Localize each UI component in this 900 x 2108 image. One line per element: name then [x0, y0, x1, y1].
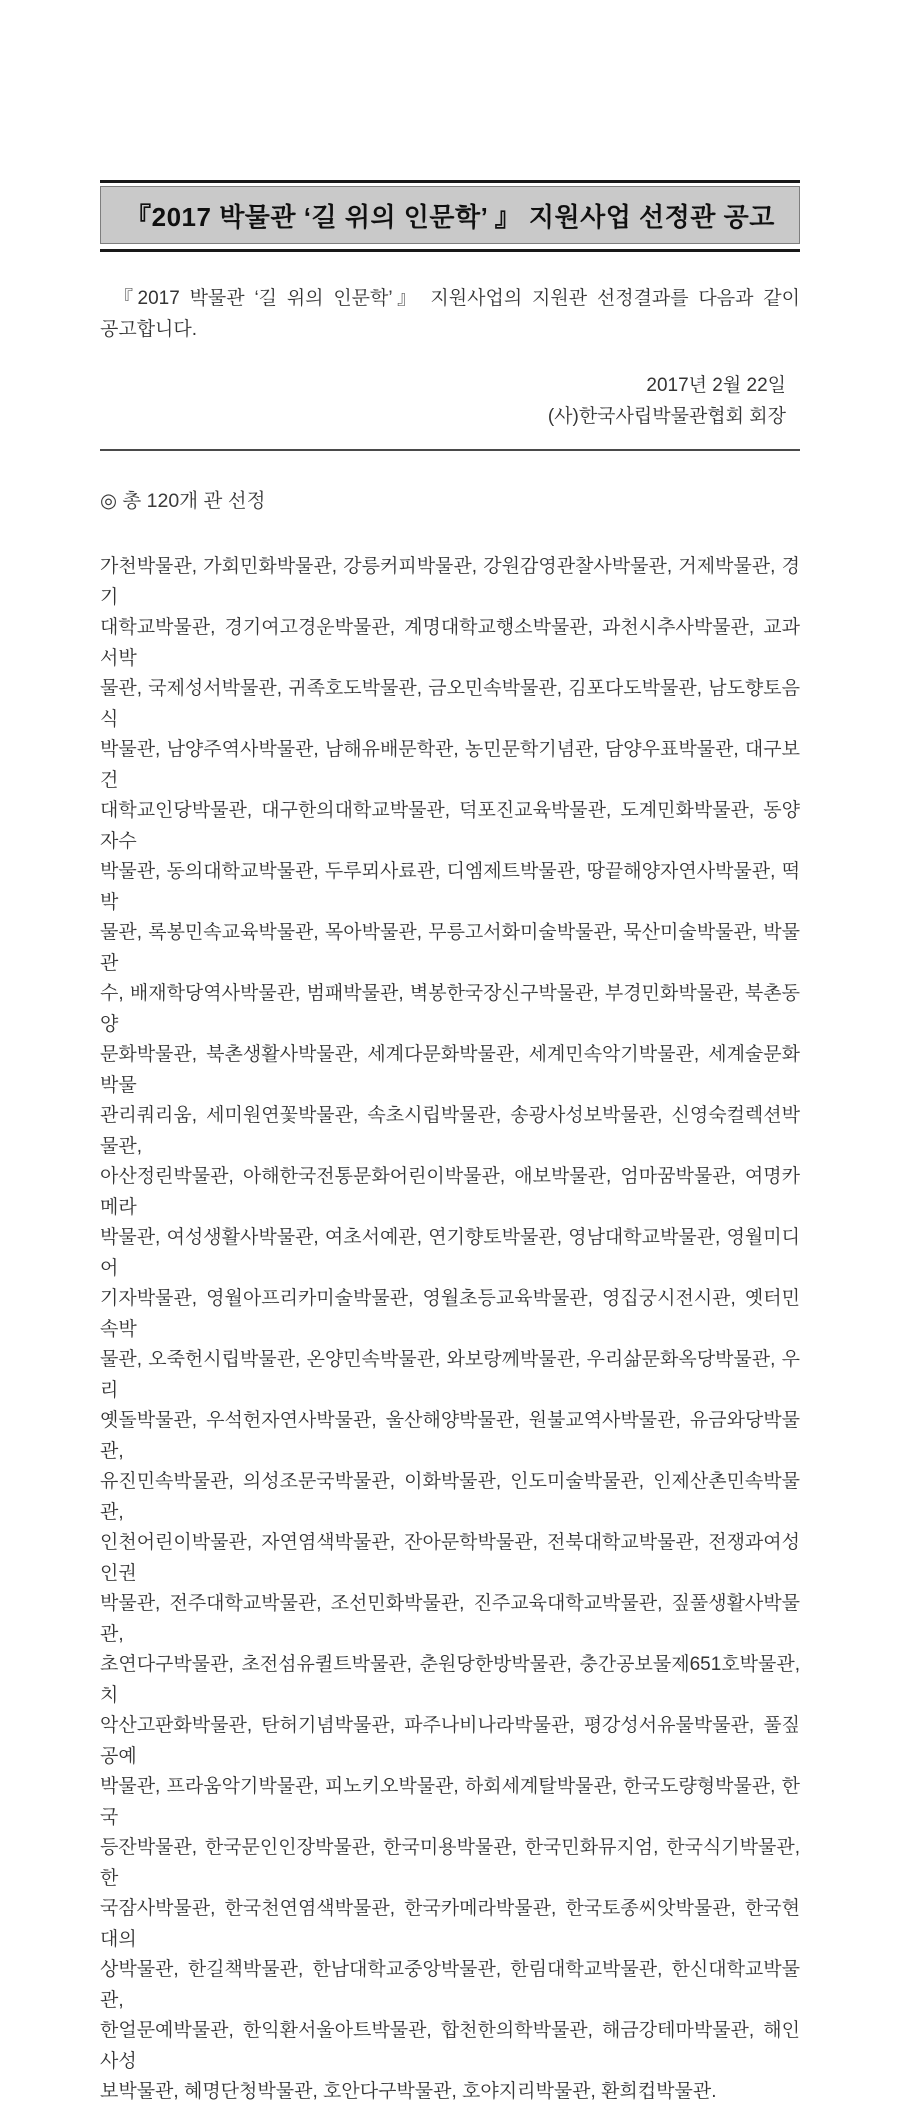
list-line: 기자박물관, 영월아프리카미술박물관, 영월초등교육박물관, 영집궁시전시관, 옛터민속박: [100, 1288, 800, 1340]
divider-rule: [100, 449, 800, 451]
list-line: 한얼문예박물관, 한익환서울아트박물관, 합천한의학박물관, 해금강테마박물관, 해인사성: [100, 2020, 800, 2072]
list-line: 박물관, 동의대학교박물관, 두루뫼사료관, 디엠제트박물관, 땅끝해양자연사박물관, 떡박: [100, 861, 800, 913]
list-line: 초연다구박물관, 초전섬유퀼트박물관, 춘원당한방박물관, 충간공보물제651호박물관, 치: [100, 1654, 800, 1706]
signature: (사)한국사립박물관협회 회장: [547, 406, 786, 427]
list-line: 유진민속박물관, 의성조문국박물관, 이화박물관, 인도미술박물관, 인제산촌민속박물관,: [100, 1471, 800, 1523]
list-line: 등잔박물관, 한국문인인장박물관, 한국미용박물관, 한국민화뮤지엄, 한국식기박물관, 한: [100, 1837, 800, 1889]
list-line: 문화박물관, 북촌생활사박물관, 세계다문화박물관, 세계민속악기박물관, 세계술문화박물: [100, 1044, 800, 1096]
total-count-heading: ◎ 총 120개 관 선정: [100, 490, 266, 512]
list-line: 물관, 국제성서박물관, 귀족호도박물관, 금오민속박물관, 김포다도박물관, 남도향토음식: [100, 678, 800, 730]
list-line: 대학교인당박물관, 대구한의대학교박물관, 덕포진교육박물관, 도계민화박물관, 동양자수: [100, 800, 800, 852]
list-line: 옛돌박물관, 우석헌자연사박물관, 울산해양박물관, 원불교역사박물관, 유금와당박물관,: [100, 1410, 800, 1462]
list-line: 대학교박물관, 경기여고경운박물관, 계명대학교행소박물관, 과천시추사박물관, 교과서박: [100, 617, 800, 669]
museum-list: [100, 552, 800, 2108]
list-line: 인천어린이박물관, 자연염색박물관, 잔아문학박물관, 전북대학교박물관, 전쟁과여성인권: [100, 1532, 800, 1584]
list-line: 보박물관, 혜명단청박물관, 호안다구박물관, 호야지리박물관, 환희컵박물관.: [100, 2081, 717, 2102]
notice-title: 『2017 박물관 ‘길 위의 인문학’ 』 지원사업 선정관 공고: [100, 186, 800, 244]
list-line: 박물관, 프라움악기박물관, 피노키오박물관, 하회세계탈박물관, 한국도량형박물관, 한국: [100, 1776, 800, 1828]
list-line: 수, 배재학당역사박물관, 범패박물관, 벽봉한국장신구박물관, 부경민화박물관, 북촌동양: [100, 983, 800, 1035]
list-line: 박물관, 전주대학교박물관, 조선민화박물관, 진주교육대학교박물관, 짚풀생활사박물관,: [100, 1593, 800, 1645]
list-line: 관리쿼리움, 세미원연꽃박물관, 속초시립박물관, 송광사성보박물관, 신영숙컬렉션박물관,: [100, 1105, 800, 1157]
list-line: 박물관, 여성생활사박물관, 여초서예관, 연기향토박물관, 영남대학교박물관, 영월미디어: [100, 1227, 800, 1279]
notice-content: [100, 180, 800, 2108]
document-page: [0, 180, 900, 2102]
list-line: 물관, 오죽헌시립박물관, 온양민속박물관, 와보랑께박물관, 우리삶문화옥당박물관, 우리: [100, 1349, 800, 1401]
list-line: 아산정린박물관, 아해한국전통문화어린이박물관, 애보박물관, 엄마꿈박물관, 여명카메라: [100, 1166, 800, 1218]
intro-line-1: 『2017 박물관 ‘길 위의 인문학’』 지원사업의 지원관 선정결과를 다음과 같이: [114, 288, 800, 309]
list-line: 상박물관, 한길책박물관, 한남대학교중앙박물관, 한림대학교박물관, 한신대학교박물관,: [100, 1959, 800, 2011]
list-line: 가천박물관, 가회민화박물관, 강릉커피박물관, 강원감영관찰사박물관, 거제박물관, 경기: [100, 556, 800, 608]
intro-line-2: 공고합니다.: [100, 319, 198, 340]
list-line: 악산고판화박물관, 탄허기념박물관, 파주나비나라박물관, 평강성서유물박물관, 풀짚공예: [100, 1715, 800, 1767]
announcement-date: 2017년 2월 22일: [646, 375, 786, 396]
intro-paragraph: [100, 283, 800, 345]
list-line: 국잠사박물관, 한국천연염색박물관, 한국카메라박물관, 한국토종씨앗박물관, 한국현대의: [100, 1898, 800, 1950]
list-line: 물관, 록봉민속교육박물관, 목아박물관, 무릉고서화미술박물관, 묵산미술박물관, 박물관: [100, 922, 800, 974]
list-line: 박물관, 남양주역사박물관, 남해유배문학관, 농민문학기념관, 담양우표박물관, 대구보건: [100, 739, 800, 791]
date-signature-block: [100, 370, 800, 432]
notice-title-banner: [100, 180, 800, 252]
